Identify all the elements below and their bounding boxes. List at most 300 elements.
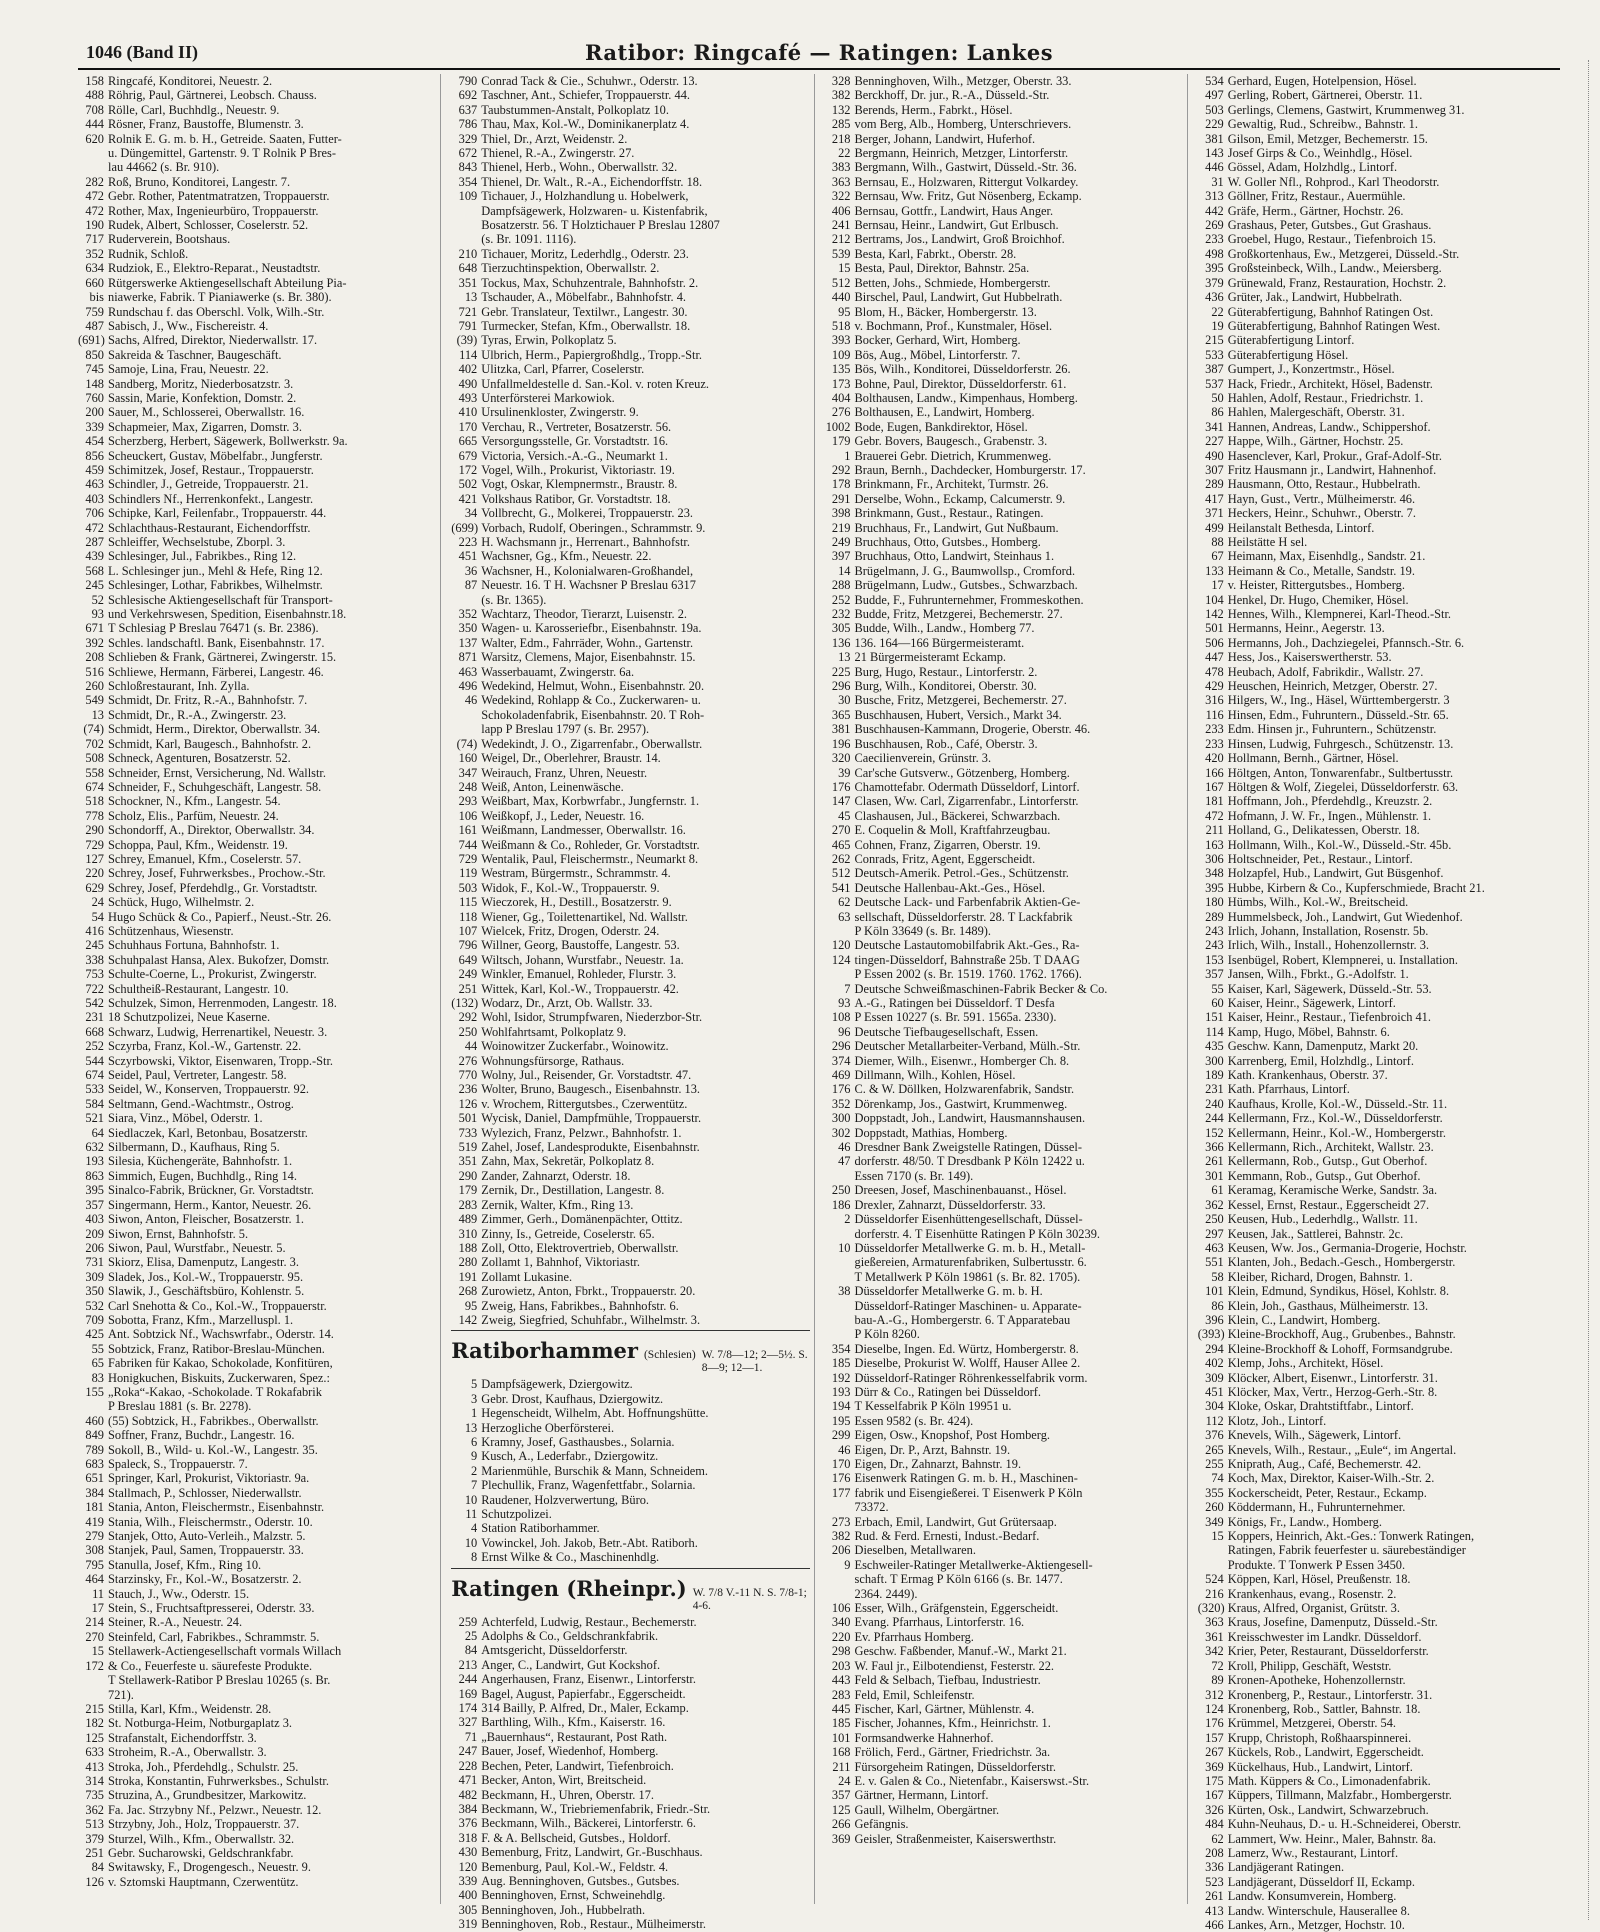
- entry-text: Gärtner, Hermann, Lintorf.: [854, 1788, 989, 1803]
- entry-number: 363: [1205, 1615, 1224, 1630]
- directory-entry: [1198, 1904, 1556, 1918]
- entry-number: 233: [1205, 232, 1224, 247]
- directory-entry: [451, 1550, 809, 1564]
- directory-entry: [451, 910, 809, 924]
- entry-text: T Schlesiag P Breslau 76471 (s. Br. 2386).: [108, 621, 319, 636]
- directory-entry: [1198, 636, 1556, 650]
- directory-entry: [451, 1299, 809, 1313]
- directory-entry: [825, 1227, 1183, 1241]
- entry-text: Schlesinger, Jul., Fabrikbes., Ring 12.: [108, 549, 297, 564]
- entry-text: Kürten, Osk., Landwirt, Schwarzebruch.: [1227, 1802, 1429, 1817]
- directory-entry: [825, 780, 1183, 794]
- entry-number: 542: [85, 996, 104, 1010]
- entry-text: Deutsche Hallenbau-Akt.-Ges., Hösel.: [854, 880, 1046, 895]
- entry-text: Düsseldorfer Eisenhüttengesellschaft, Düssel-: [854, 1212, 1083, 1227]
- directory-entry: [78, 405, 436, 419]
- directory-entry: [451, 607, 809, 621]
- entry-number: 44: [464, 1039, 478, 1054]
- entry-number: 318: [458, 1830, 478, 1845]
- directory-entry: [78, 1270, 436, 1284]
- directory-entry: [451, 1507, 809, 1521]
- directory-entry: [78, 1227, 436, 1241]
- entry-number: 170: [458, 419, 478, 434]
- entry-text: Steinfeld, Carl, Fabrikbes., Schrammstr. 5.: [108, 1629, 320, 1644]
- entry-text: 314 Bailly, P. Alfred, Dr., Maler, Eckamp.: [481, 1701, 689, 1716]
- directory-entry: [1198, 578, 1556, 592]
- entry-number: 151: [1205, 1010, 1224, 1025]
- directory-entry: [451, 449, 809, 463]
- entry-number: 648: [458, 261, 478, 276]
- directory-entry: [451, 362, 809, 376]
- entry-text: Zahel, Josef, Landesprodukte, Eisenbahnstr.: [481, 1140, 700, 1155]
- entry-text: Schapmeier, Max, Zigarren, Domstr. 3.: [108, 419, 302, 434]
- entry-text: Bertrams, Jos., Landwirt, Groß Broichhof.: [854, 232, 1065, 247]
- entry-number: 220: [85, 866, 104, 881]
- entry-number: 176: [831, 1471, 851, 1486]
- entry-number: 86: [1211, 1298, 1224, 1313]
- directory-entry: [451, 290, 809, 304]
- entry-text: Höltgen, Anton, Tonwarenfabr., Sultbertusstr.: [1227, 765, 1454, 780]
- entry-text: Güterabfertigung, Bahnhof Ratingen West.: [1227, 318, 1441, 333]
- entry-text: Bocker, Gerhard, Wirt, Homberg.: [854, 333, 1021, 348]
- entry-text: Essen 9582 (s. Br. 424).: [854, 1413, 974, 1428]
- entry-number: 384: [458, 1801, 478, 1816]
- entry-text: Simmich, Eugen, Buchhdlg., Ring 14.: [108, 1168, 297, 1183]
- directory-entry: [825, 1486, 1183, 1500]
- entry-number: 240: [1205, 1096, 1224, 1111]
- entry-text: Wentalik, Paul, Fleischermstr., Neumarkt 8.: [481, 851, 699, 866]
- entry-number: 519: [458, 1140, 478, 1155]
- entry-text: (s. Br. 1091. 1116).: [481, 232, 577, 247]
- directory-entry: [825, 1673, 1183, 1687]
- entry-number: 46: [838, 1442, 851, 1457]
- directory-entry: [1198, 1601, 1556, 1615]
- entry-text: Vogt, Oskar, Klempnermstr., Braustr. 8.: [481, 477, 678, 492]
- directory-entry: [1198, 679, 1556, 693]
- directory-entry: [1198, 1039, 1556, 1053]
- entry-text: Grüter, Jak., Landwirt, Hubbelrath.: [1227, 290, 1403, 305]
- entry-text: Stellawerk-Actiengesellschaft vormals Willach: [108, 1644, 342, 1659]
- entry-number: 124: [1205, 1701, 1224, 1716]
- entry-number: 245: [85, 578, 104, 593]
- directory-entry: [451, 333, 809, 347]
- entry-text: Hayn, Gust., Vertr., Mülheimerstr. 46.: [1227, 491, 1416, 506]
- entry-text: Schulzek, Simon, Herrenmoden, Langestr. 18.: [108, 996, 337, 1010]
- entry-number: 339: [458, 1873, 478, 1888]
- entry-number: 338: [85, 952, 104, 967]
- entry-text: Weißbart, Max, Korbwrfabr., Jungfernstr. 1.: [481, 794, 700, 809]
- entry-text: Wachsner, H., Kolonialwaren-Großhandel,: [481, 563, 694, 578]
- entry-number: 107: [458, 923, 478, 938]
- directory-entry: [451, 1788, 809, 1802]
- directory-entry: [1198, 434, 1556, 448]
- entry-text: Clasen, Ww. Carl, Zigarrenfabr., Lintorferstr.: [854, 794, 1079, 809]
- entry-number: [825, 1327, 855, 1341]
- directory-entry: [825, 693, 1183, 707]
- entry-number: 502: [458, 477, 478, 492]
- directory-entry: [1198, 838, 1556, 852]
- section-divider: [451, 1330, 809, 1331]
- entry-number: 796: [458, 938, 478, 953]
- entry-number: 251: [85, 1845, 104, 1860]
- directory-entry: [1198, 881, 1556, 895]
- entry-number: 112: [1205, 1413, 1224, 1428]
- entry-number: 357: [1205, 967, 1224, 982]
- entry-number: 84: [464, 1643, 478, 1658]
- entry-number: 158: [85, 74, 104, 88]
- entry-number: 216: [1205, 1586, 1224, 1601]
- directory-entry: [825, 549, 1183, 563]
- directory-entry: [825, 290, 1183, 304]
- directory-entry: [451, 189, 809, 203]
- entry-number: 233: [1205, 722, 1224, 737]
- entry-text: Lamerz, Ww., Restaurant, Lintorf.: [1227, 1845, 1399, 1860]
- entry-number: (74): [83, 722, 104, 737]
- entry-text: Schles. landschaftl. Bank, Eisenbahnstr. 17.: [108, 635, 325, 650]
- entry-number: 722: [85, 981, 104, 996]
- entry-text: Stallmach, P., Schlosser, Niederwallstr.: [108, 1485, 302, 1500]
- directory-entry: [78, 982, 436, 996]
- entry-text: u. Düngemittel, Gartenstr. 9. T Rolnik P Bres-: [108, 146, 336, 161]
- entry-number: 392: [85, 635, 104, 650]
- directory-entry: [825, 477, 1183, 491]
- entry-number: 22: [838, 146, 851, 161]
- entry-text: Landjägerant Ratingen.: [1227, 1860, 1345, 1875]
- directory-entry: [78, 1284, 436, 1298]
- entry-number: (320): [1197, 1601, 1225, 1616]
- entry-text: Vorbach, Rudolf, Oberingen., Schrammstr. 9.: [481, 520, 706, 535]
- entry-number: 420: [1205, 751, 1224, 766]
- entry-text: Bagel, August, Papierfabr., Eggerscheidt.: [481, 1686, 686, 1701]
- entry-number: 503: [458, 880, 478, 895]
- directory-entry: [78, 679, 436, 693]
- directory-entry: [825, 838, 1183, 852]
- directory-entry: [1198, 88, 1556, 102]
- entry-number: 490: [1205, 448, 1224, 463]
- entry-text: Deutscher Metallarbeiter-Verband, Mülh.-Str.: [854, 1039, 1081, 1054]
- directory-entry: [78, 1082, 436, 1096]
- entry-number: [451, 204, 481, 218]
- directory-entry: [1198, 823, 1556, 837]
- entry-number: 170: [831, 1457, 851, 1471]
- directory-entry: [78, 463, 436, 477]
- directory-entry: [1198, 175, 1556, 189]
- entry-number: 93: [838, 996, 851, 1010]
- entry-number: 1: [844, 448, 851, 463]
- directory-entry: [825, 1615, 1183, 1629]
- directory-entry: [78, 160, 436, 174]
- directory-entry: [451, 693, 809, 707]
- entry-number: 120: [458, 1859, 478, 1874]
- entry-text: Struzina, A., Grundbesitzer, Markowitz.: [108, 1788, 307, 1803]
- directory-entry: [1198, 708, 1556, 722]
- directory-entry: [825, 535, 1183, 549]
- entry-number: 211: [1205, 823, 1224, 838]
- entry-text: Doppstadt, Mathias, Homberg.: [854, 1125, 1008, 1140]
- entry-number: 64: [91, 1125, 104, 1140]
- directory-entry: [1198, 1688, 1556, 1702]
- directory-entry: [78, 1327, 436, 1341]
- entry-number: 136: [831, 635, 851, 650]
- directory-entry: [1198, 492, 1556, 506]
- directory-entry: [1198, 189, 1556, 203]
- entry-text: Schneck, Agenturen, Bosatzerstr. 52.: [108, 751, 291, 766]
- entry-text: lapp P Breslau 1797 (s. Br. 2957).: [481, 722, 650, 737]
- entry-number: 637: [458, 102, 478, 117]
- entry-number: 289: [1205, 477, 1224, 492]
- directory-entry: [825, 881, 1183, 895]
- entry-text: Wiener, Gg., Toilettenartikel, Nd. Wallstr.: [481, 909, 688, 924]
- directory-entry: [825, 866, 1183, 880]
- directory-entry: [825, 1198, 1183, 1212]
- entry-text: Buschhausen-Kammann, Drogerie, Oberstr. 46.: [854, 722, 1091, 737]
- entry-text: Hess, Jos., Kaiserswertherstr. 53.: [1227, 650, 1392, 665]
- entry-text: tingen-Düsseldorf, Bahnstraße 25b. T DAAG: [854, 952, 1080, 967]
- directory-entry: [825, 1154, 1183, 1168]
- entry-text: Hegenscheidt, Wilhelm, Abt. Hoffnungshütte.: [481, 1406, 709, 1421]
- directory-entry: [825, 1515, 1183, 1529]
- directory-entry: [451, 521, 809, 535]
- entry-text: Verchau, R., Vertreter, Bosatzerstr. 56.: [481, 419, 672, 434]
- entry-number: [825, 1299, 855, 1313]
- entry-text: Kellermann, Frz., Kol.-W., Düsseldorferstr.: [1227, 1111, 1443, 1126]
- entry-text: Hennes, Wilh., Klempnerei, Karl-Theod.-Str.: [1227, 607, 1452, 622]
- directory-entry: [78, 1443, 436, 1457]
- entry-text: Volkshaus Ratibor, Gr. Vorstadtstr. 18.: [481, 491, 671, 506]
- entry-text: Hinsen, Edm., Fuhruntern., Düsseld.-Str. 65.: [1227, 707, 1449, 722]
- entry-text: Bös, Wilh., Konditorei, Düsseldorferstr. 26.: [854, 362, 1071, 377]
- entry-text: Josef Girps & Co., Weinhdlg., Hösel.: [1227, 146, 1413, 161]
- directory-entry: [1198, 1313, 1556, 1327]
- entry-number: 250: [458, 1024, 478, 1039]
- entry-number: 231: [85, 1010, 104, 1025]
- entry-number: 285: [831, 117, 851, 132]
- directory-entry: [451, 1154, 809, 1168]
- entry-text: Göllner, Fritz, Restaur., Auermühle.: [1227, 189, 1406, 204]
- entry-number: 87: [464, 578, 478, 593]
- entry-text: Wohlfahrtsamt, Polkoplatz 9.: [481, 1024, 627, 1039]
- entry-text: Schoppa, Paul, Kfm., Weidenstr. 19.: [108, 837, 288, 852]
- entry-text: Roß, Bruno, Konditorei, Langestr. 7.: [108, 174, 291, 189]
- entry-text: Victoria, Versich.-A.-G., Neumarkt 1.: [481, 448, 668, 463]
- directory-entry: [78, 1702, 436, 1716]
- directory-entry: [78, 1543, 436, 1557]
- entry-text: C. & W. Döllken, Holzwarenfabrik, Sandstr.: [854, 1082, 1075, 1097]
- entry-number: [78, 146, 108, 160]
- directory-entry: [78, 549, 436, 563]
- entry-text: Keusen, Jak., Sattlerei, Bahnstr. 2c.: [1227, 1226, 1404, 1241]
- directory-entry: [78, 1760, 436, 1774]
- directory-entry: [451, 232, 809, 246]
- entry-number: 501: [458, 1111, 478, 1126]
- directory-entry: [451, 1169, 809, 1183]
- entry-text: Tichauer, Moritz, Lederhdlg., Oderstr. 23.: [481, 246, 689, 261]
- entry-text: Vollbrecht, G., Molkerei, Troppauerstr. 23.: [481, 506, 694, 521]
- directory-entry: [1198, 1702, 1556, 1716]
- entry-number: 402: [458, 362, 478, 377]
- directory-entry: [1198, 1414, 1556, 1428]
- directory-entry: [451, 1435, 809, 1449]
- directory-entry: [825, 1097, 1183, 1111]
- directory-entry: [1198, 463, 1556, 477]
- entry-number: 3: [471, 1391, 478, 1406]
- directory-entry: [78, 693, 436, 707]
- entry-text: Seidel, Paul, Vertreter, Langestr. 58.: [108, 1068, 287, 1083]
- directory-entry: [451, 103, 809, 117]
- directory-entry: [451, 780, 809, 794]
- directory-entry: [451, 650, 809, 664]
- entry-number: 384: [85, 1485, 104, 1500]
- directory-entry: [451, 319, 809, 333]
- entry-number: 305: [831, 621, 851, 636]
- entry-text: Unfallmeldestelle d. San.-Kol. v. roten Kreuz.: [481, 376, 709, 391]
- directory-entry: [1198, 1457, 1556, 1471]
- directory-entry: [78, 1615, 436, 1629]
- entry-text: Zahn, Max, Sekretär, Polkoplatz 8.: [481, 1154, 655, 1169]
- entry-number: 381: [831, 722, 851, 737]
- entry-text: Wolter, Bruno, Baugesch., Eisenbahnstr. 13.: [481, 1082, 700, 1097]
- entry-text: Klöcker, Albert, Eisenwr., Lintorferstr. 31.: [1227, 1370, 1438, 1385]
- directory-entry: [451, 1313, 809, 1327]
- entry-text: Brauerei Gebr. Dietrich, Krummenweg.: [854, 448, 1052, 463]
- entry-text: Eschweiler-Ratinger Metallwerke-Aktiengesell-: [854, 1557, 1093, 1572]
- entry-text: Schloßrestaurant, Inh. Zylla.: [108, 679, 250, 694]
- entry-number: 383: [831, 160, 851, 175]
- entry-number: 454: [85, 434, 104, 449]
- entry-number: 445: [831, 1701, 851, 1716]
- entry-number: 11: [465, 1507, 478, 1521]
- entry-number: 709: [85, 1312, 104, 1327]
- directory-entry: [451, 1521, 809, 1535]
- directory-entry: [1198, 1803, 1556, 1817]
- entry-number: 13: [464, 1420, 478, 1435]
- entry-text: Hollmann, Wilh., Kol.-W., Düsseld.-Str. 45b.: [1227, 837, 1452, 852]
- place-name: Ratiborhammer: [451, 1338, 638, 1364]
- entry-text: Schützenhaus, Wiesenstr.: [108, 923, 234, 938]
- entry-number: 351: [458, 275, 478, 290]
- entry-number: 142: [1205, 607, 1224, 622]
- directory-entry: [451, 276, 809, 290]
- directory-entry: [1198, 1212, 1556, 1226]
- entry-number: 34: [464, 506, 478, 521]
- directory-entry: [78, 1644, 436, 1658]
- entry-text: Kniprath, Aug., Café, Bechemerstr. 42.: [1227, 1457, 1422, 1471]
- entry-text: Burg, Hugo, Restaur., Lintorferstr. 2.: [854, 664, 1038, 679]
- entry-number: 62: [838, 895, 851, 910]
- entry-number: 9: [844, 1557, 851, 1572]
- entry-number: 692: [458, 88, 478, 103]
- entry-number: 167: [1205, 1788, 1224, 1803]
- entry-text: Heckers, Heinr., Schuhwr., Oberstr. 7.: [1227, 506, 1416, 521]
- entry-text: 2364. 2449).: [854, 1586, 918, 1601]
- entry-number: 357: [85, 1197, 104, 1212]
- directory-entry: [825, 1183, 1183, 1197]
- entry-number: 1002: [825, 419, 851, 434]
- entry-text: Hollmann, Bernh., Gärtner, Hösel.: [1227, 751, 1399, 766]
- directory-entry: [1198, 477, 1556, 491]
- entry-text: Bernsau, Gottfr., Landwirt, Haus Anger.: [854, 203, 1054, 218]
- directory-entry: [78, 305, 436, 319]
- directory-entry: [78, 88, 436, 102]
- entry-text: Bemenburg, Paul, Kol.-W., Feldstr. 4.: [481, 1859, 669, 1874]
- directory-entry: [825, 1558, 1183, 1572]
- entry-text: Kath. Pfarrhaus, Lintorf.: [1227, 1082, 1350, 1097]
- entry-text: Keramag, Keramische Werke, Sandstr. 3a.: [1227, 1183, 1438, 1198]
- directory-entry: [825, 1342, 1183, 1356]
- entry-text: Tichauer, J., Holzhandlung u. Hobelwerk,: [481, 189, 689, 204]
- entry-text: Vowinckel, Joh. Jakob, Betr.-Abt. Ratiborh.: [481, 1535, 698, 1550]
- entry-text: Schuhpalast Hansa, Alex. Bukofzer, Domstr.: [108, 952, 330, 967]
- entry-text: Krier, Peter, Restaurant, Düsseldorferstr.: [1227, 1644, 1429, 1659]
- entry-text: Formsandwerke Hahnerhof.: [854, 1730, 994, 1745]
- directory-entry: [451, 737, 809, 751]
- directory-entry: [451, 953, 809, 967]
- entry-number: 381: [1205, 131, 1224, 146]
- entry-text: Blom, H., Bäcker, Hombergerstr. 13.: [854, 304, 1037, 319]
- directory-entry: [451, 636, 809, 650]
- entry-number: 7: [471, 1478, 478, 1493]
- entry-text: Heilstätte H sel.: [1227, 535, 1308, 549]
- entry-text: Siara, Vinz., Möbel, Oderstr. 1.: [108, 1111, 263, 1126]
- entry-number: [825, 1572, 855, 1586]
- directory-entry: [451, 1198, 809, 1212]
- directory-entry: [78, 578, 436, 592]
- entry-number: (39): [456, 333, 478, 348]
- entry-text: Kraus, Alfred, Organist, Grütstr. 3.: [1227, 1601, 1400, 1616]
- directory-entry: [451, 838, 809, 852]
- directory-entry: [78, 1572, 436, 1586]
- directory-entry: [1198, 722, 1556, 736]
- entry-number: 489: [458, 1212, 478, 1227]
- directory-entry: [825, 420, 1183, 434]
- entry-text: Weißkopf, J., Leder, Neuestr. 16.: [481, 808, 645, 823]
- directory-entry: [1198, 1500, 1556, 1514]
- entry-number: 863: [85, 1168, 104, 1183]
- directory-entry: [451, 708, 809, 722]
- directory-entry: [451, 434, 809, 448]
- directory-entry: [825, 1817, 1183, 1831]
- directory-entry: [78, 1111, 436, 1125]
- directory-entry: [1198, 1270, 1556, 1284]
- entry-number: 287: [85, 535, 104, 549]
- entry-number: 465: [831, 837, 851, 852]
- entry-number: 518: [85, 794, 104, 809]
- entry-number: 233: [1205, 736, 1224, 751]
- entry-number: 352: [831, 1096, 851, 1111]
- entry-number: 215: [85, 1701, 104, 1716]
- entry-text: Herzogliche Oberförsterei.: [481, 1420, 615, 1435]
- directory-entry: [78, 1486, 436, 1500]
- directory-entry: [78, 1774, 436, 1788]
- entry-number: 218: [831, 131, 851, 146]
- entry-number: 163: [1205, 837, 1224, 852]
- entry-number: 181: [85, 1500, 104, 1515]
- entry-number: 488: [85, 88, 104, 103]
- entry-number: 357: [831, 1788, 851, 1803]
- entry-number: 223: [458, 535, 478, 549]
- entry-text: Gerhard, Eugen, Hotelpension, Hösel.: [1227, 74, 1417, 88]
- directory-entry: [78, 1587, 436, 1601]
- entry-text: Angerhausen, Franz, Eisenwr., Lintorferstr.: [481, 1672, 696, 1687]
- entry-number: 398: [831, 506, 851, 521]
- entry-number: 152: [1205, 1125, 1224, 1140]
- entry-text: T Kesselfabrik P Köln 19951 u.: [854, 1399, 1012, 1414]
- directory-entry: [451, 621, 809, 635]
- entry-text: Klöcker, Max, Vertr., Herzog-Gerh.-Str. 8.: [1227, 1384, 1438, 1399]
- entry-number: 524: [1205, 1572, 1224, 1587]
- entry-text: Stanjek, Otto, Auto-Verleih., Malzstr. 5.: [108, 1529, 306, 1544]
- entry-number: 208: [85, 650, 104, 665]
